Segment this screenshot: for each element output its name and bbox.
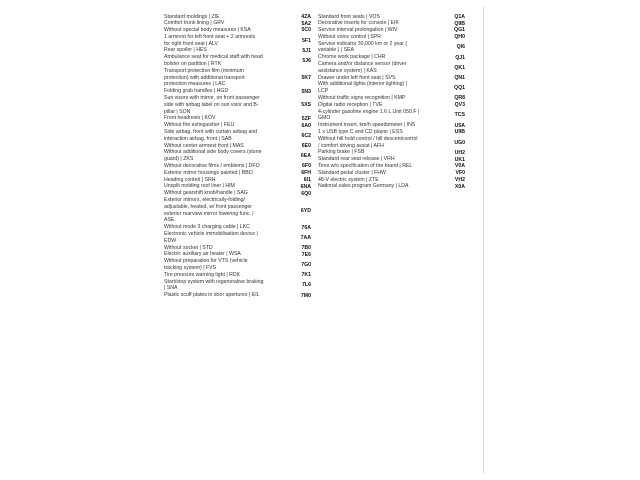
list-item [164,20,311,27]
option-description: Rear spoiler | HES [164,47,207,54]
list-item [164,251,311,258]
option-code: 5XS [301,102,311,109]
option-code: 5K7 [301,75,311,82]
list-item [164,224,311,231]
option-code: QK1 [454,64,465,71]
option-description: Electric auxiliary air heater | WSA [164,251,241,258]
list-item [164,279,311,293]
option-code: 7AA [300,234,311,241]
option-code: 6I1 [303,177,311,184]
option-code: UH2 [454,149,465,156]
list-item [318,61,465,75]
option-description: 48-V electric system | ZTE [318,176,379,183]
list-item [318,136,465,150]
list-item [164,47,311,54]
option-description: Without center armrest front | MAS [164,142,244,149]
list-item [318,81,465,95]
option-description: Chrome work package | CHR [318,54,386,61]
option-description: Exterior mirror housings painted | BBO [164,169,253,176]
option-description: Parking brake | FSB [318,149,365,156]
option-description: Without mode 3 charging cable | LKC [164,224,250,231]
option-code: 5ZF [301,115,311,122]
option-code: 7M0 [300,292,311,299]
list-item [164,68,311,88]
page-edge-divider [483,6,484,474]
list-item [164,190,311,197]
option-description: Plastic scuff plates in door apertures | EIL [164,292,260,299]
option-description: Electronic vehicle immobilisation device | EDW [164,231,258,244]
option-description: Drawer under left front seat | SVS [318,74,396,81]
option-description: Without decorative films / emblems | DFO [164,163,260,170]
option-code: 7E6 [301,251,311,258]
option-description: Comfort trunk lining | GRV [164,20,225,27]
option-description: Tire pressure warning light | RDK [164,271,241,278]
option-description: Without gearshift knob/handle | SAG [164,190,248,197]
option-description: Without fire extinguisher | FEU [164,122,235,129]
option-description: Service interval prolongation | WIV [318,27,398,34]
option-description: Folding grab handles | HGD [164,88,229,95]
option-code: 5A2 [301,20,311,27]
option-code: UG0 [454,139,465,146]
option-code: X0A [454,183,465,190]
list-item [164,183,311,190]
option-description: Tires w/o specification of tire brand | REL [318,163,413,170]
option-code: UK1 [454,156,465,163]
list-item [318,177,465,184]
option-description: Camera and/or distance sensor (driver assistance system) | KAS [318,61,407,74]
option-code: 5J1 [302,47,311,54]
option-code: TCS [454,112,465,119]
option-code: QI6 [456,44,465,51]
option-description: Side airbag, front with curtain airbag and interaction airbag, front | SAB [164,129,258,142]
option-code: 7B0 [301,244,311,251]
list-item [318,129,465,136]
list-item [318,54,465,61]
list-item [318,75,465,82]
option-description: Without traffic signs recognition | KMP [318,95,406,102]
list-item [318,14,465,21]
option-description: Without special body measures | KSA [164,27,251,34]
option-description: Without voice control | SPR [318,33,382,40]
option-description: Without preparation for VTS (vehicle tracking system) | FVS [164,258,248,271]
option-code: V0A [454,163,465,170]
option-description: Sun visors with mirror, on front passenger side with airbag label on sun visor and B- pillar | SON [164,95,260,115]
list-item [318,149,465,156]
option-description: Service indicator 30,000 km or 2 year ( variable ) | SEA [318,40,408,54]
option-code: VH2 [454,177,465,184]
list-item [164,88,311,95]
list-item [164,34,311,48]
option-code: U5A [454,122,465,129]
option-code: QQ1 [454,85,465,92]
option-code: 5F1 [302,37,311,44]
list-item [164,197,311,224]
list-item [164,129,311,143]
option-code: 6F0 [302,163,311,170]
list-item [164,115,311,122]
list-item [164,143,311,150]
list-item [164,170,311,177]
list-item [164,231,311,245]
list-item [318,20,465,27]
option-description: Digital radio reception | TVE [318,101,383,108]
list-item [318,163,465,170]
option-description: National sales program Germany | LDA [318,183,409,190]
option-description: With additional lights (interior lighting) | LCP [318,81,407,95]
option-description: Ambulance seat for medical staff with head bolster on partition | RTK [164,54,263,68]
option-code: 5N3 [301,88,311,95]
option-code: 6E0 [301,143,311,150]
list-item [318,109,465,123]
option-code: QH0 [454,34,465,41]
option-description: Exterior mirrors, electrically-folding/ adjustable, heated, w/ front passenger exterior rearview mirror lowering func. | ASE [164,197,254,224]
list-item [164,245,311,252]
option-description: 1 x USB type C and CD player | ESS [318,129,403,136]
option-description: Instrument insert, km/h speedometer | INS [318,122,416,129]
list-item [318,170,465,177]
option-description: Front headrests | KOV [164,115,216,122]
option-code: VF0 [455,170,465,177]
list-item [164,272,311,279]
option-code: QG1 [454,27,465,34]
option-description: Standard moldings | ZIE [164,13,220,20]
option-description: Transport protection film (minimum protection) with additional transport protection measures | LAC [164,67,245,88]
list-item [318,183,465,190]
list-item [318,122,465,129]
option-code: 7L6 [302,282,311,289]
option-code: 6YD [300,207,311,214]
list-item [164,14,311,21]
option-code: 6Q0 [301,190,311,197]
option-description: Standard rear seat release | VRH [318,156,395,163]
option-description: 1 armrest for left front seat + 2 armrests for right front seat | ALV [164,33,256,47]
list-item [318,102,465,109]
option-code: 7K1 [301,272,311,279]
option-description: Without socket | STD [164,244,213,251]
option-code: 4ZA [301,13,311,20]
list-item [164,292,311,299]
list-item [164,177,311,184]
option-list-right [318,14,465,191]
option-description: Without additional side body covers (stone guard) | ZKS [164,149,262,163]
option-code: 6A0 [301,122,311,129]
list-item [164,95,311,115]
list-item [318,41,465,55]
list-item [164,258,311,272]
option-code: 7G0 [301,261,311,268]
list-item [164,27,311,34]
option-code: U9B [454,129,465,136]
option-code: 6C2 [301,132,311,139]
option-description: Decorative inserts for console | EIK [318,20,399,27]
option-code: Q9B [454,20,465,27]
list-item [164,149,311,163]
option-code: 6NA [300,183,311,190]
option-code: QN1 [454,75,465,82]
option-description: Standard front seats | VOS [318,13,380,20]
option-description: Heading control | SRH [164,176,216,183]
option-code: 76A [301,224,311,231]
option-code: QJ1 [455,54,465,61]
list-item [164,54,311,68]
list-item [164,163,311,170]
option-list-left [164,14,311,299]
list-item [318,27,465,34]
option-code: Q1A [454,13,465,20]
list-item [318,34,465,41]
option-description: Start/stop system with regenerative braking | SNA [164,278,264,292]
option-description: Without hill hold control / hill descentcontrol / comfort driving assist | AFH [318,135,418,149]
option-code: 5J6 [302,58,311,65]
option-code: 6FH [301,170,311,177]
list-item [318,156,465,163]
option-code: QV3 [454,102,465,109]
list-item [164,122,311,129]
option-code: 6EA [300,153,311,160]
option-code: QR8 [454,95,465,102]
option-description: 4-cylinder gasoline engine 1.6 L Unit 050.F | GMO [318,108,420,122]
option-code: 5C0 [301,27,311,34]
option-description: Standard pedal cluster | FHW [318,169,386,176]
list-item [318,95,465,102]
option-description: Unsplit molding roof liner | HIM [164,183,235,190]
